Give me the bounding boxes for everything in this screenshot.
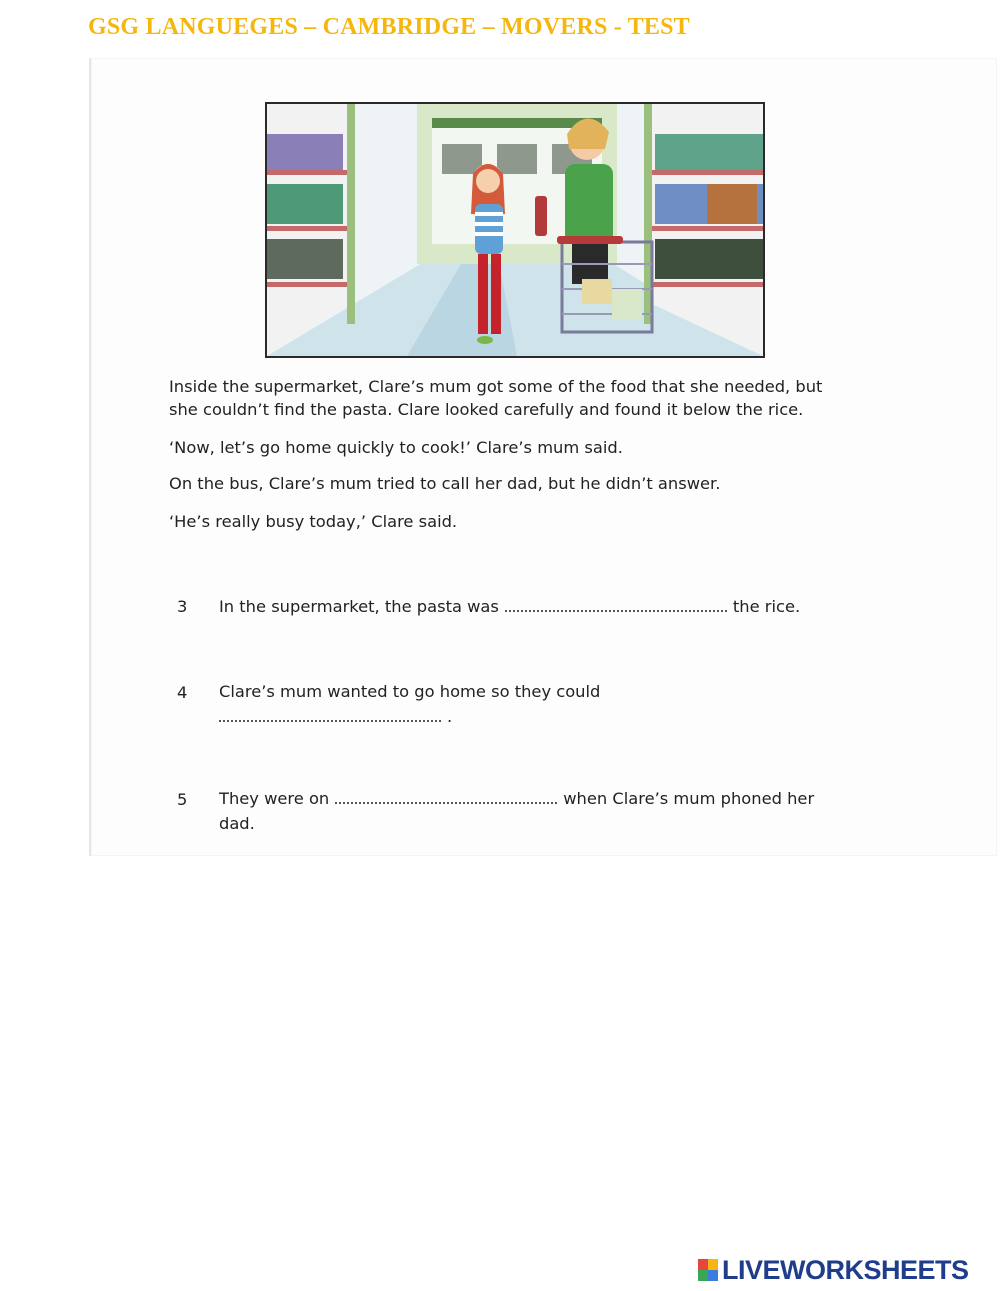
- question-4: [219, 679, 600, 729]
- answer-blank[interactable]: [219, 708, 441, 722]
- answer-blank[interactable]: [335, 790, 557, 804]
- page-title: GSG LANGUEGES – CAMBRIDGE – MOVERS - TEST: [88, 14, 690, 40]
- story-line: ‘He’s really busy today,’ Clare said.: [169, 512, 458, 531]
- supermarket-illustration: [265, 102, 765, 358]
- answer-blank[interactable]: [505, 598, 727, 612]
- question-text: dad.: [219, 814, 255, 833]
- question-text: the rice.: [732, 597, 801, 616]
- logo-icon: [698, 1259, 718, 1281]
- story-line: she couldn’t find the pasta. Clare looked carefully and found it below the rice.: [169, 400, 804, 419]
- story-line: ‘Now, let’s go home quickly to cook!’ Clare’s mum said.: [169, 438, 623, 457]
- question-text: .: [447, 707, 453, 726]
- supermarket-scene-image: [267, 104, 763, 356]
- story-line: Inside the supermarket, Clare’s mum got some of the food that she needed, but: [169, 377, 823, 396]
- liveworksheets-logo: [698, 1255, 969, 1285]
- question-text: Clare’s mum wanted to go home so they could: [219, 682, 601, 701]
- question-3: [219, 594, 800, 619]
- question-number: 4: [177, 683, 188, 702]
- question-number: 3: [177, 597, 188, 616]
- story-line: On the bus, Clare’s mum tried to call her dad, but he didn’t answer.: [169, 474, 721, 493]
- question-text: They were on: [219, 789, 330, 808]
- question-number: 5: [177, 790, 188, 809]
- question-5: [219, 786, 814, 836]
- logo-text: LIVEWORKSHEETS: [722, 1254, 969, 1285]
- question-text: In the supermarket, the pasta was: [219, 597, 499, 616]
- question-text: when Clare’s mum phoned her: [563, 789, 815, 808]
